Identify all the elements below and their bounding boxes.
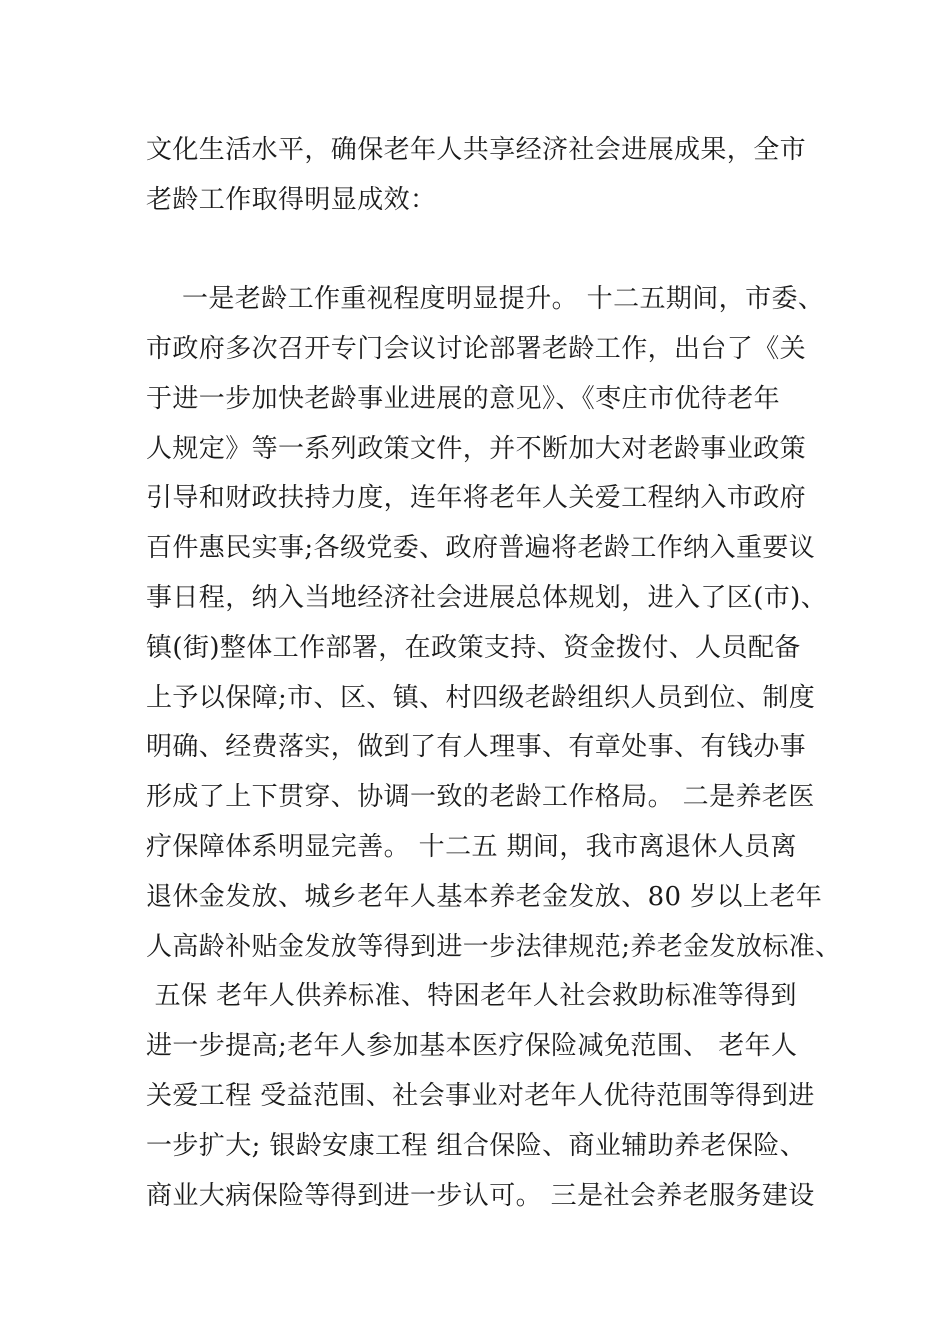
text-line: 上予以保障;市、区、镇、村四级老龄组织人员到位、制度	[146, 683, 816, 713]
text-line: 人高龄补贴金发放等得到进一步法律规范;养老金发放标准、	[146, 932, 842, 962]
text-line: 关爱工程 受益范围、社会事业对老年人优待范围等得到进	[146, 1081, 815, 1111]
text-line: 疗保障体系明显完善。 十二五 期间，我市离退休人员离	[146, 832, 797, 862]
text-line: 百件惠民实事;各级党委、政府普遍将老龄工作纳入重要议	[146, 533, 816, 563]
text-line: 退休金发放、城乡老年人基本养老金发放、80 岁以上老年	[146, 882, 823, 912]
text-line: 五保 老年人供养标准、特困老年人社会救助标准等得到	[146, 981, 797, 1011]
text-line: 市政府多次召开专门会议讨论部署老龄工作，出台了《关	[146, 334, 807, 364]
text-line: 人规定》等一系列政策文件，并不断加大对老龄事业政策	[146, 434, 807, 464]
text-line: 文化生活水平，确保老年人共享经济社会进展成果，全市	[146, 135, 807, 165]
text-line: 明确、经费落实，做到了有人理事、有章处事、有钱办事	[146, 732, 807, 762]
text-line: 形成了上下贯穿、协调一致的老龄工作格局。 二是养老医	[146, 782, 815, 812]
text-line: 一步扩大; 银龄安康工程 组合保险、商业辅助养老保险、	[146, 1131, 807, 1161]
text-line: 进一步提高;老年人参加基本医疗保险减免范围、 老年人	[146, 1031, 798, 1061]
text-line: 镇(街)整体工作部署，在政策支持、资金拨付、人员配备	[146, 633, 801, 663]
text-line: 于进一步加快老龄事业进展的意见》、《枣庄市优待老年	[146, 384, 781, 414]
text-line: 事日程，纳入当地经济社会进展总体规划，进入了区(市)、	[146, 583, 828, 613]
text-line: 老龄工作取得明显成效：	[146, 185, 437, 215]
text-line: 引导和财政扶持力度，连年将老年人关爱工程纳入市政府	[146, 483, 807, 513]
text-line: 商业大病保险等得到进一步认可。 三是社会养老服务建设	[146, 1181, 815, 1211]
paragraph-first-line: 一是老龄工作重视程度明显提升。 十二五期间，市委、	[182, 284, 825, 314]
